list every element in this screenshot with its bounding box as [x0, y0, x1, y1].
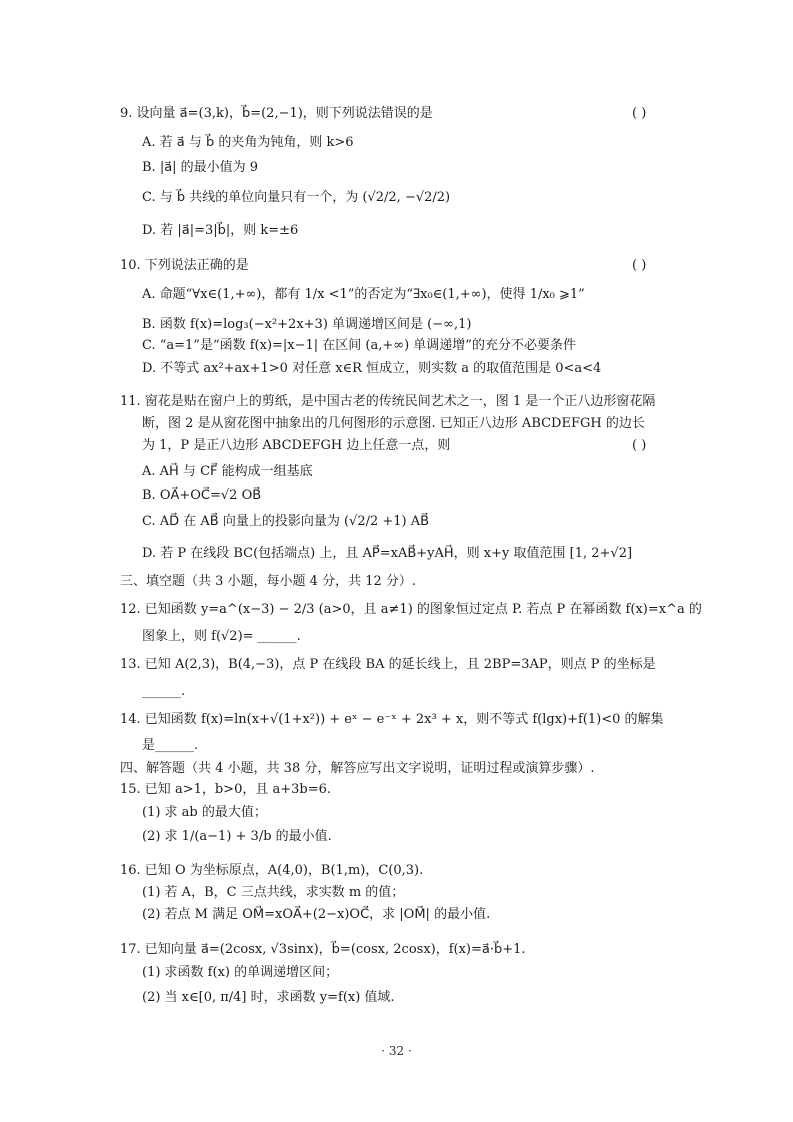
section3-heading: 三、填空题（共 3 小题，每小题 4 分，共 12 分）. [120, 574, 417, 589]
page-number: · 32 · [381, 1044, 412, 1058]
q16-part1: (1) 若 A，B，C 三点共线，求实数 m 的值； [142, 885, 405, 900]
q12-line2: 图象上，则 f(√2)= ______. [142, 629, 301, 644]
q9-option-a: A. 若 a⃗ 与 b⃗ 的夹角为钝角，则 k>6 [142, 135, 354, 150]
q15-stem: 15. 已知 a>1，b>0，且 a+3b=6. [120, 782, 332, 797]
q15-part2: (2) 求 1/(a−1) + 3/b 的最小值. [142, 829, 332, 844]
q11-option-a: A. AH⃗ 与 CF⃗ 能构成一组基底 [142, 464, 313, 479]
q13-line1: 13. 已知 A(2,3)，B(4,−3)，点 P 在线段 BA 的延长线上，且 2BP=3AP，则点 P 的坐标是 [120, 657, 656, 672]
q11-option-b: B. OA⃗+OC⃗=√2 OB⃗ [142, 488, 262, 503]
answer-paren: ( ) [632, 258, 647, 273]
answer-paren: ( ) [632, 438, 647, 453]
q11-stem-line3: 为 1，P 是正八边形 ABCDEFGH 边上任意一点，则 [142, 438, 451, 453]
q11-stem-line2: 断，图 2 是从窗花图中抽象出的几何图形的示意图. 已知正八边形 ABCDEFGH 的边长 [142, 416, 645, 431]
section4-heading: 四、解答题（共 4 小题，共 38 分，解答应写出文字说明，证明过程或演算步骤）. [120, 761, 595, 776]
q9-stem: 9. 设向量 a⃗=(3,k)，b⃗=(2,−1)，则下列说法错误的是 [120, 106, 433, 121]
q9-option-d: D. 若 |a⃗|=3|b⃗|，则 k=±6 [142, 223, 299, 238]
q14-line2: 是______. [142, 738, 199, 753]
q11-option-c: C. AD⃗ 在 AB⃗ 向量上的投影向量为 (√2/2 +1) AB⃗ [142, 514, 430, 529]
q9-option-b: B. |a⃗| 的最小值为 9 [142, 160, 259, 175]
q11-option-d: D. 若 P 在线段 BC(包括端点) 上，且 AP⃗=xAB⃗+yAH⃗，则 x+y 取值范围 [1, 2+√2] [142, 546, 633, 561]
q10-option-b: B. 函数 f(x)=log₃(−x²+2x+3) 单调递增区间是 (−∞,1) [142, 317, 472, 332]
q10-stem: 10. 下列说法正确的是 [120, 258, 249, 273]
q10-option-a: A. 命题“∀x∈(1,+∞)，都有 1/x <1”的否定为“∃x₀∈(1,+∞)，使得 1/x₀ ⩾1” [142, 287, 585, 302]
q12-line1: 12. 已知函数 y=a^(x−3) − 2/3 (a>0，且 a≠1) 的图象恒过定点 P. 若点 P 在幂函数 f(x)=x^a 的 [120, 602, 702, 617]
q16-stem: 16. 已知 O 为坐标原点，A(4,0)，B(1,m)，C(0,3). [120, 863, 424, 878]
q10-option-c: C. “a=1”是“函数 f(x)=|x−1| 在区间 (a,+∞) 单调递增”的充分不必要条件 [142, 338, 576, 353]
q14-line1: 14. 已知函数 f(x)=ln(x+√(1+x²)) + eˣ − e⁻ˣ + 2x³ + x，则不等式 f(lgx)+f(1)<0 的解集 [120, 712, 664, 727]
q17-part1: (1) 求函数 f(x) 的单调递增区间； [142, 965, 339, 980]
q17-stem: 17. 已知向量 a⃗=(2cosx, √3sinx)，b⃗=(cosx, 2cosx)，f(x)=a⃗·b⃗+1. [120, 942, 526, 957]
q17-part2: (2) 当 x∈[0, π/4] 时，求函数 y=f(x) 值域. [142, 990, 395, 1005]
q13-line2: ______. [142, 684, 186, 699]
q9-option-c: C. 与 b⃗ 共线的单位向量只有一个，为 (√2/2, −√2/2) [142, 190, 451, 205]
q16-part2: (2) 若点 M 满足 OM⃗=xOA⃗+(2−x)OC⃗，求 |OM⃗| 的最小值. [142, 907, 491, 922]
answer-paren: ( ) [632, 106, 647, 121]
q10-option-d: D. 不等式 ax²+ax+1>0 对任意 x∈R 恒成立，则实数 a 的取值范围是 0<a<4 [142, 361, 602, 376]
q15-part1: (1) 求 ab 的最大值； [142, 805, 267, 820]
q11-stem-line1: 11. 窗花是贴在窗户上的剪纸，是中国古老的传统民间艺术之一，图 1 是一个正八边形窗花隔 [120, 394, 656, 409]
